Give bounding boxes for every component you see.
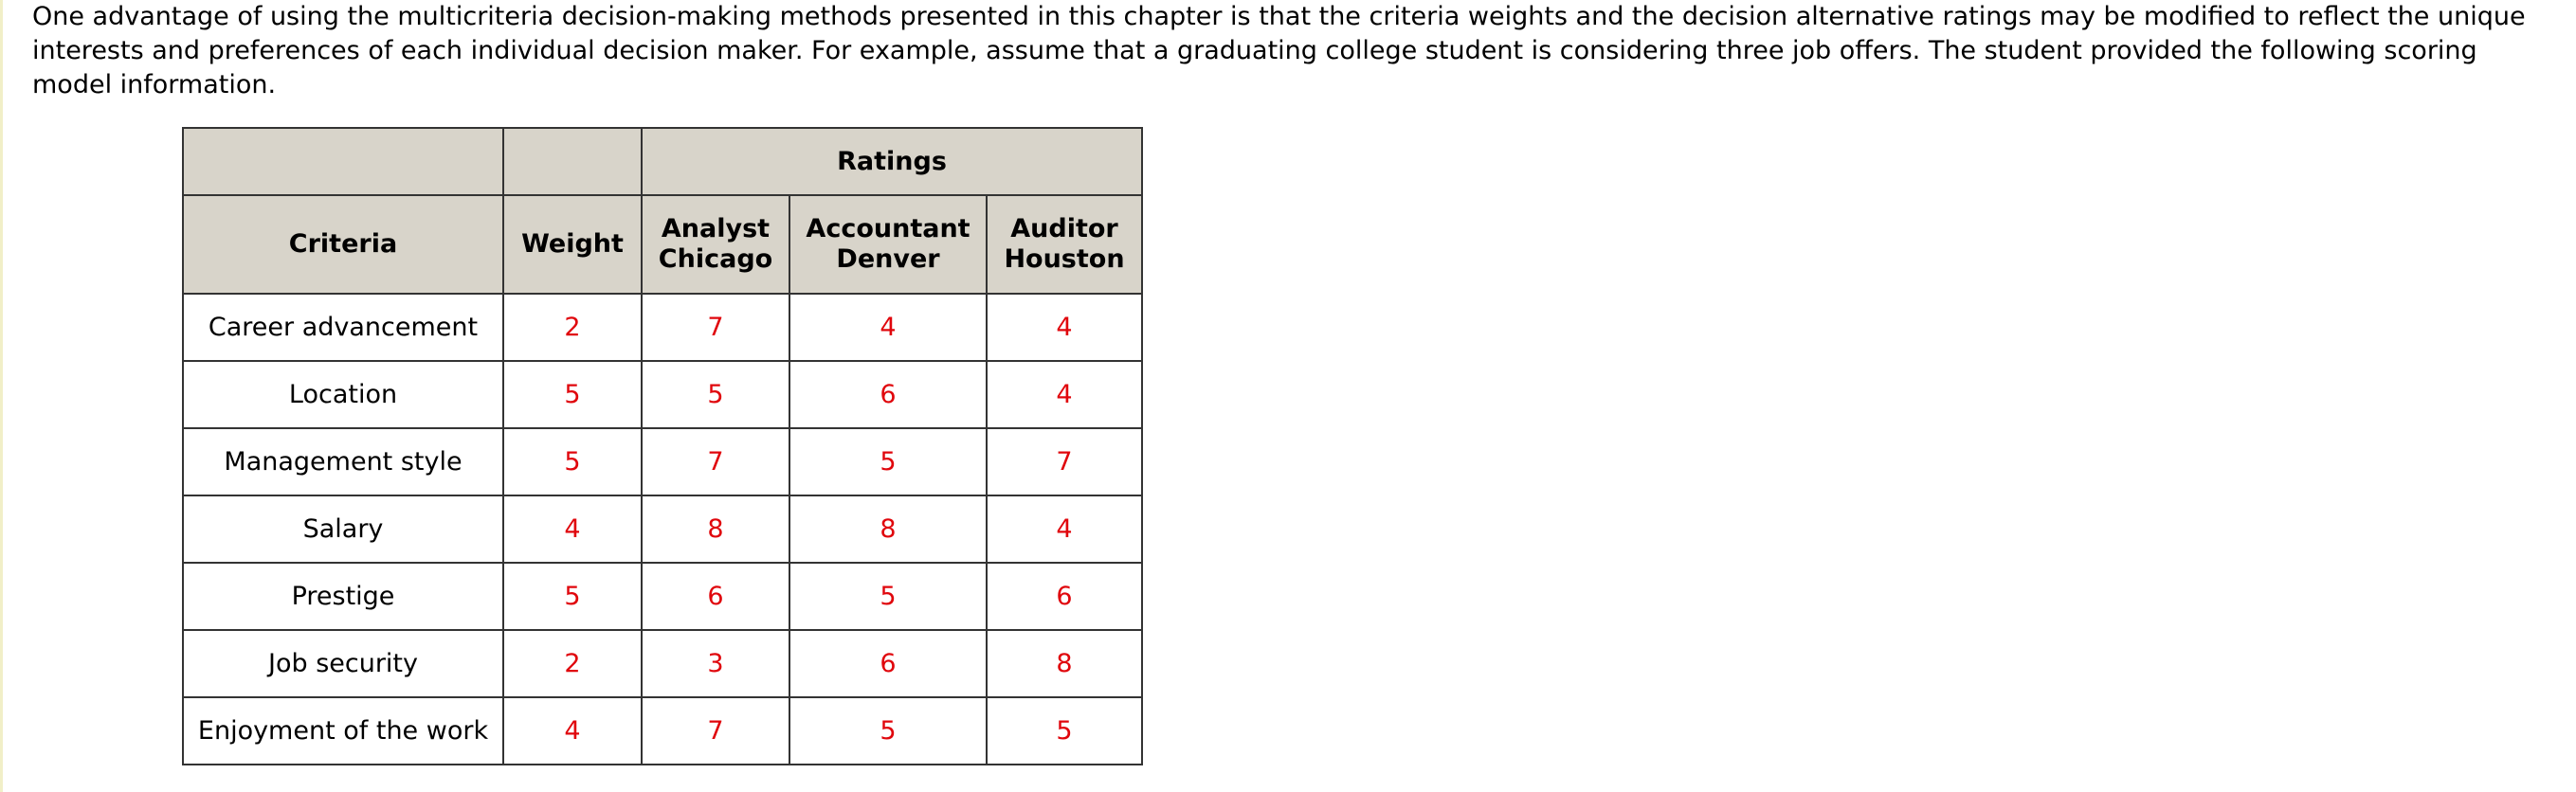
accountant-rating-cell: 5	[789, 563, 987, 630]
weight-cell: 5	[503, 361, 642, 428]
auditor-header-line-1: Auditor	[1010, 214, 1118, 243]
analyst-rating-cell: 8	[642, 495, 789, 563]
analyst-rating-cell: 7	[642, 428, 789, 495]
weight-cell: 2	[503, 294, 642, 361]
accountant-header-line-2: Denver	[836, 244, 940, 274]
table-row	[183, 294, 1142, 361]
auditor-rating-cell: 4	[987, 495, 1142, 563]
table-row	[183, 495, 1142, 563]
accountant-rating-cell: 8	[789, 495, 987, 563]
table-column-header-row	[183, 195, 1142, 294]
table-row	[183, 361, 1142, 428]
accountant-rating-cell: 5	[789, 697, 987, 765]
analyst-rating-cell: 5	[642, 361, 789, 428]
problem-intro-text: One advantage of using the multicriteria decision-making methods presented in this chapter is that the criteria weights and the decision alternative ratings may be modified to reflect the unique interests and preferences of each individual decision maker. For example, assume that a graduating college student is considering three job offers. The student provided the following scoring model information.	[32, 2, 2526, 99]
accountant-rating-cell: 6	[789, 361, 987, 428]
auditor-header-line-2: Houston	[1004, 244, 1125, 274]
criterion-cell: Salary	[183, 495, 503, 563]
blank-header-cell	[503, 128, 642, 195]
table-row	[183, 563, 1142, 630]
criterion-cell: Management style	[183, 428, 503, 495]
auditor-rating-cell: 5	[987, 697, 1142, 765]
table-row	[183, 697, 1142, 765]
weight-cell: 5	[503, 563, 642, 630]
weight-column-header: Weight	[503, 195, 642, 294]
ratings-group-header: Ratings	[642, 128, 1142, 195]
criterion-cell: Job security	[183, 630, 503, 697]
table-row	[183, 630, 1142, 697]
page-left-rule	[0, 0, 3, 792]
auditor-rating-cell: 6	[987, 563, 1142, 630]
criterion-cell: Enjoyment of the work	[183, 697, 503, 765]
auditor-rating-cell: 4	[987, 294, 1142, 361]
weight-cell: 5	[503, 428, 642, 495]
analyst-rating-cell: 7	[642, 294, 789, 361]
blank-header-cell	[183, 128, 503, 195]
analyst-header-line-2: Chicago	[658, 244, 773, 274]
accountant-rating-cell: 5	[789, 428, 987, 495]
criterion-cell: Location	[183, 361, 503, 428]
criteria-column-header: Criteria	[183, 195, 503, 294]
criterion-cell: Career advancement	[183, 294, 503, 361]
criterion-cell: Prestige	[183, 563, 503, 630]
accountant-denver-column-header	[789, 195, 987, 294]
auditor-rating-cell: 4	[987, 361, 1142, 428]
auditor-rating-cell: 8	[987, 630, 1142, 697]
analyst-rating-cell: 6	[642, 563, 789, 630]
analyst-header-line-1: Analyst	[661, 214, 771, 243]
table-group-header-row	[183, 128, 1142, 195]
auditor-houston-column-header	[987, 195, 1142, 294]
weight-cell: 2	[503, 630, 642, 697]
accountant-rating-cell: 4	[789, 294, 987, 361]
weight-cell: 4	[503, 697, 642, 765]
accountant-rating-cell: 6	[789, 630, 987, 697]
analyst-rating-cell: 3	[642, 630, 789, 697]
auditor-rating-cell: 7	[987, 428, 1142, 495]
weight-cell: 4	[503, 495, 642, 563]
accountant-header-line-1: Accountant	[806, 214, 971, 243]
table-row	[183, 428, 1142, 495]
scoring-model-table	[182, 127, 1143, 765]
analyst-rating-cell: 7	[642, 697, 789, 765]
analyst-chicago-column-header	[642, 195, 789, 294]
